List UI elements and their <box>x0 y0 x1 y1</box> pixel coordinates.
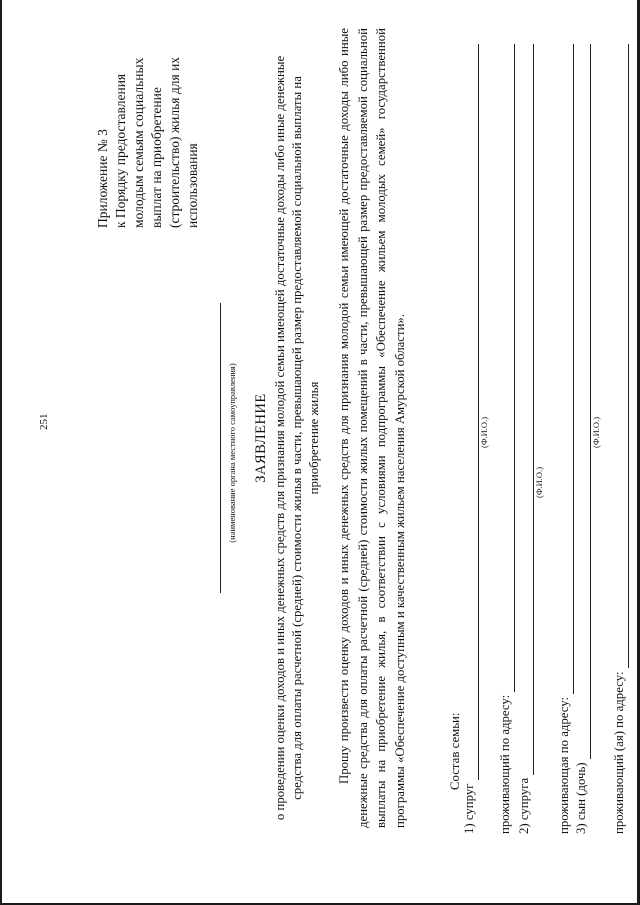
husband-address-field <box>496 44 515 834</box>
husband-label: 1) супруг <box>462 783 476 834</box>
appendix-line: (строительство) жилья для их <box>167 56 182 228</box>
husband-address-label: проживающий по адресу: <box>498 694 512 834</box>
authority-name-line <box>220 303 221 593</box>
wife-label: 2) супруга <box>517 777 531 834</box>
husband-fio-caption: (Ф.И.О.) <box>479 416 489 448</box>
wife-name-line <box>521 44 534 775</box>
document-content <box>62 8 640 868</box>
child-fio-caption: (Ф.И.О.) <box>591 416 601 448</box>
wife-address-label: проживающая по адресу: <box>557 696 571 834</box>
child-label: 3) сын (дочь) <box>574 762 588 834</box>
appendix-number: Приложение № 3 <box>95 129 110 228</box>
child-name-line <box>578 44 591 759</box>
page-number: 251 <box>38 413 50 430</box>
wife-fio-caption: (Ф.И.О.) <box>534 466 544 498</box>
application-body: Прошу произвести оценку доходов и иных денежных средств для признания молодой семьи имеющей достаточные доходы либо иные денежные средства для оплаты расчетной (средней) стоимости жилых помещений в части, превышающей размер предоставляемой социальной выплаты на приобретение жилья, в соответствии с условиями подпрограммы «Обеспечение жильем молодых семей» государственной программы «Обеспечение доступным и качественным жильем населения Амурской области». <box>337 28 407 828</box>
scan-edge-left <box>0 0 2 905</box>
wife-field <box>515 44 534 834</box>
appendix-line: молодым семьям социальных <box>131 57 146 228</box>
appendix-line: выплат на приобретение <box>149 87 164 228</box>
child-address-label: проживающий (ая) по адресу: <box>612 671 626 834</box>
authority-name-caption: (наименование органа местного самоуправления) <box>227 363 237 543</box>
document-title: ЗАЯВЛЕНИЕ <box>253 393 269 483</box>
child-address-field <box>610 44 629 834</box>
husband-address-line <box>502 44 515 692</box>
wife-address-field <box>555 44 574 834</box>
appendix-line: использования <box>185 143 200 228</box>
document-subtitle: о проведении оценки доходов и иных денежных средств для признания молодой семьи имеющей достаточные доходы либо иные денежные средства для оплаты расчетной (средней) стоимости жилья в части, превышающей размер предоставляемой социальной выплаты на приобретение жилья <box>273 55 321 821</box>
child-address-line <box>616 44 629 669</box>
family-heading: Состав семьи: <box>448 712 462 790</box>
appendix-block <box>94 8 202 228</box>
husband-name-line <box>466 44 479 781</box>
appendix-line: к Порядку предоставления <box>113 73 128 228</box>
